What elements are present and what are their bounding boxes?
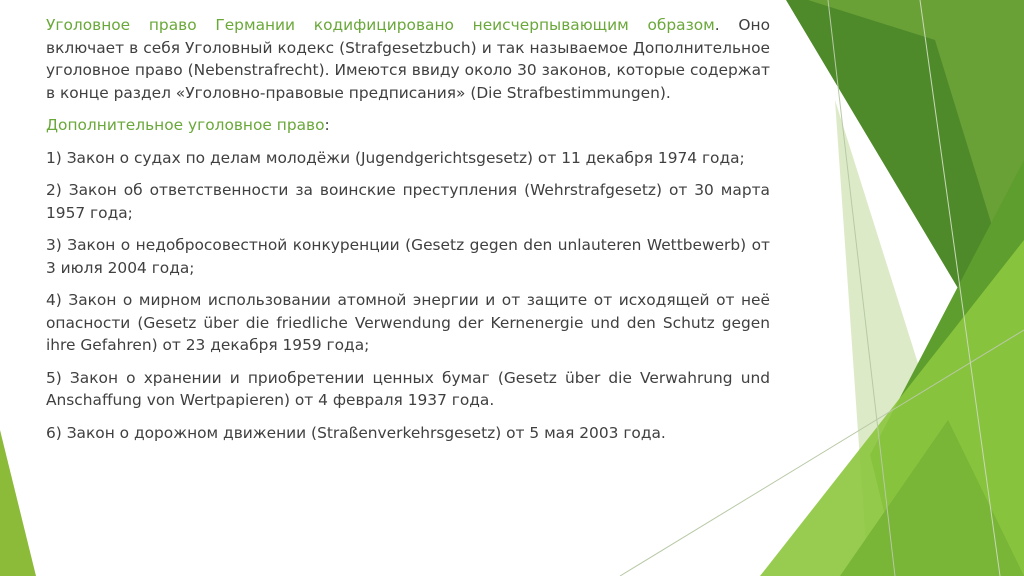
intro-highlight: Уголовное право Германии кодифицировано неисчерпывающим образом — [46, 16, 715, 34]
intro-text: . Оно включает в себя Уголовный кодекс (Strafgesetzbuch) и так называемое Дополнительное уголовное право (Nebenstrafrecht). Имеются ввиду около 30 законов, которые содержат в конце раздел «Уголовно-правовые предписания» (Die Strafbestimmungen). — [46, 16, 770, 102]
left-green-sliver — [0, 430, 36, 576]
slide-text-body — [46, 14, 770, 454]
law-item-3: 3) Закон о недобросовестной конкуренции (Gesetz gegen den unlauteren Wettbewerb) от 3 июля 2004 года; — [46, 236, 770, 277]
list-heading-colon: : — [324, 116, 330, 134]
list-heading — [46, 114, 770, 137]
law-item-1: 1) Закон о судах по делам молодёжи (Jugendgerichtsgesetz) от 11 декабря 1974 года; — [46, 148, 745, 167]
intro-paragraph — [46, 14, 770, 104]
list-heading-highlight: Дополнительное уголовное право — [46, 116, 325, 134]
law-item-4: 4) Закон о мирном использовании атомной энергии и от защите от исходящей от неё опасности (Gesetz über die friedliche Verwendung der Kernenergie und den Schutz gegen ihre Gefahren) от 23 декабря 1959 года; — [46, 291, 770, 354]
law-item-6: 6) Закон о дорожном движении (Straßenverkehrsgesetz) от 5 мая 2003 года. — [46, 423, 666, 442]
law-item-5: 5) Закон о хранении и приобретении ценных бумаг (Gesetz über die Verwahrung und Anschaffung von Wertpapieren) от 4 февраля 1937 года. — [46, 368, 770, 409]
law-item-2: 2) Закон об ответственности за воинские преступления (Wehrstrafgesetz) от 30 марта 1957 года; — [46, 181, 770, 222]
